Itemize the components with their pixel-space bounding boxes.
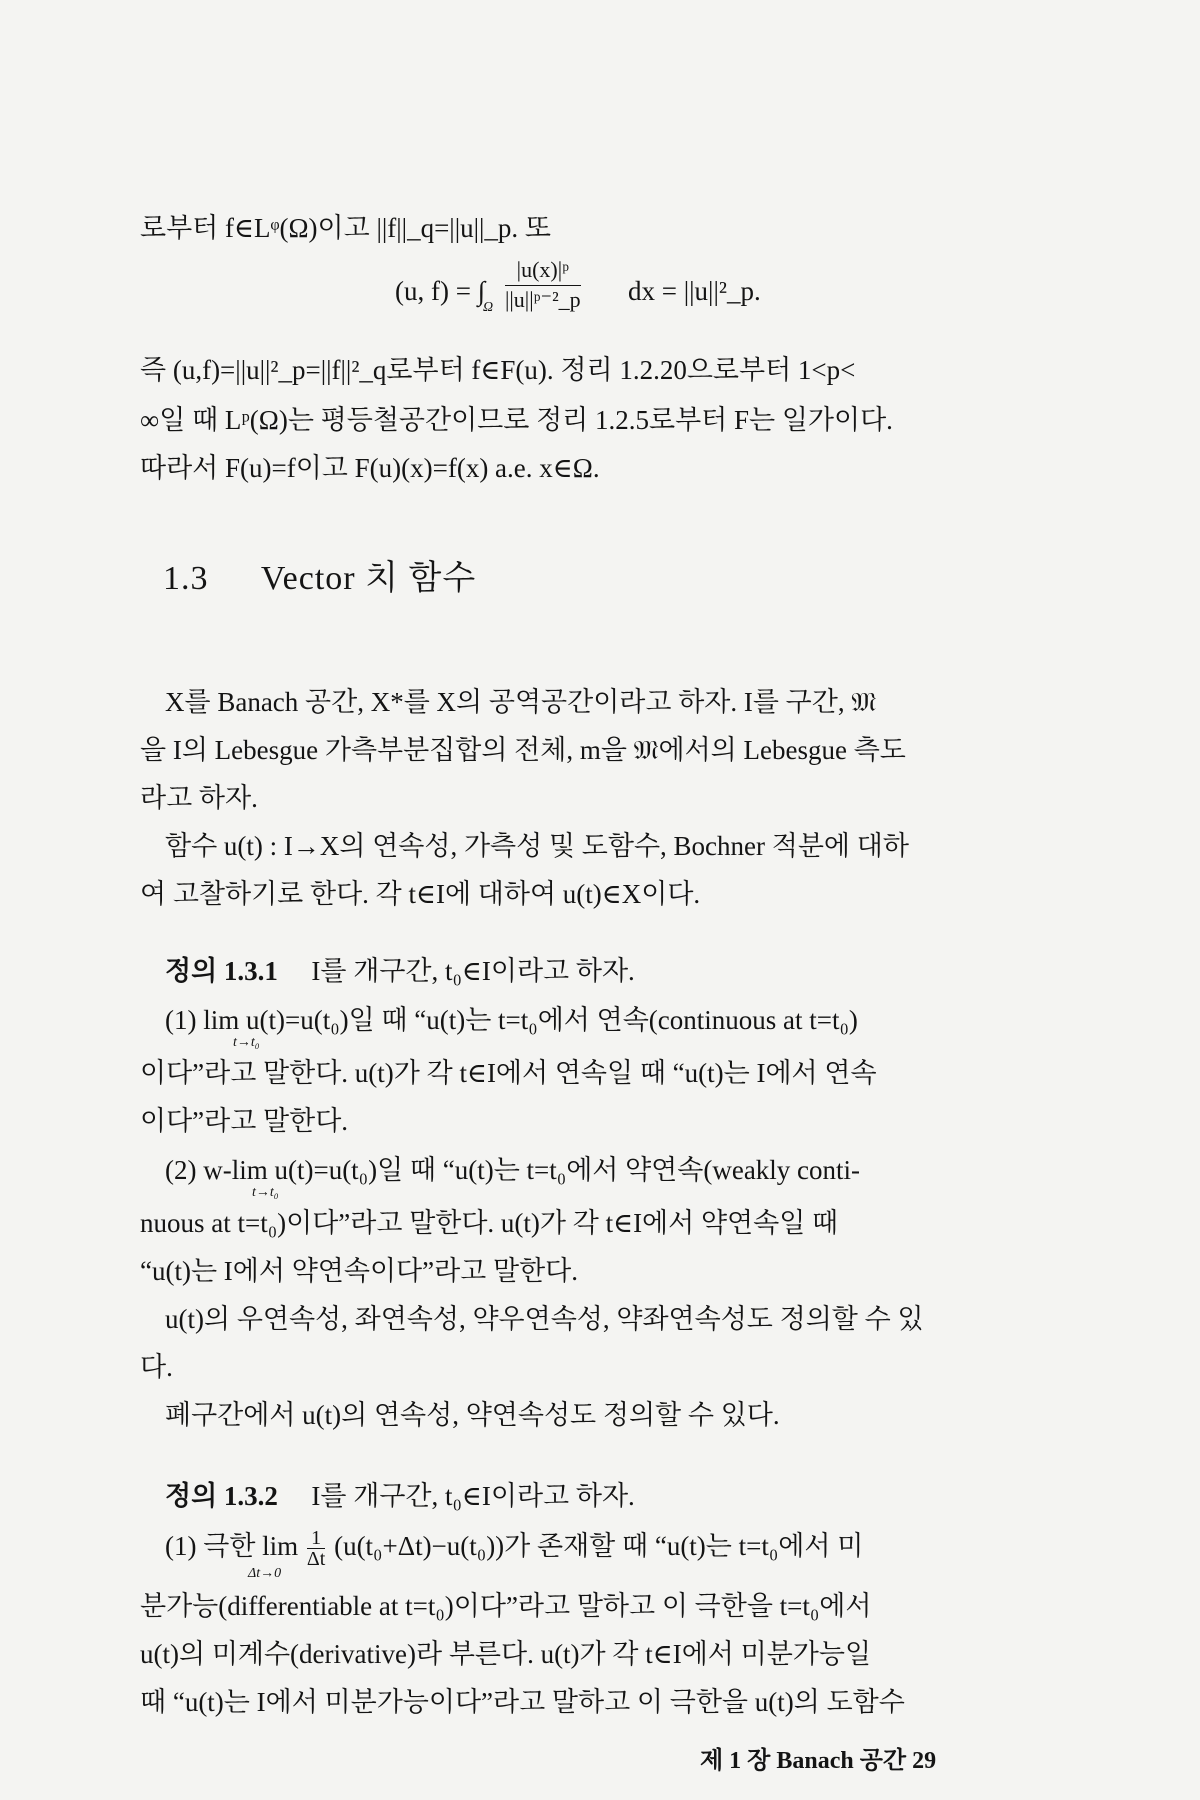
- section-title: Vector 치 함수: [260, 560, 477, 597]
- text-line: 따라서 F(u)=f이고 F(u)(x)=f(x) a.e. x∈Ω.: [140, 453, 600, 483]
- section-heading: [163, 550, 476, 599]
- fraction-numerator: 1: [307, 1528, 325, 1549]
- equation-denominator: ||u||ᵖ⁻²_p: [505, 287, 581, 312]
- text-line: ∞일 때 Lᵖ(Ω)는 평등철공간이므로 정리 1.2.5로부터 F는 일가이다.: [140, 405, 893, 435]
- equation-fraction: [505, 255, 581, 314]
- page-footer: 제 1 장 Banach 공간 29: [700, 1748, 937, 1774]
- text-line: 때 “u(t)는 I에서 미분가능이다”라고 말하고 이 극한을 u(t)의 도함수: [140, 1687, 905, 1717]
- equation-domain: Ω: [483, 300, 494, 315]
- equation-numerator: |u(x)|ᵖ: [505, 255, 581, 286]
- text-line: 이다”라고 말한다. u(t)가 각 t∈I에서 연속일 때 “u(t)는 I에서 연속: [140, 1058, 877, 1088]
- definition-heading: [165, 1478, 635, 1514]
- text-line: “u(t)는 I에서 약연속이다”라고 말한다.: [140, 1256, 579, 1286]
- definition-label: 정의 1.3.2: [165, 1481, 278, 1511]
- text-line: 로부터 f∈Lᵠ(Ω)이고 ||f||_q=||u||_p. 또: [140, 213, 552, 243]
- text-line: u(t)의 우연속성, 좌연속성, 약우연속성, 약좌연속성도 정의할 수 있: [165, 1304, 924, 1334]
- text-line: 폐구간에서 u(t)의 연속성, 약연속성도 정의할 수 있다.: [165, 1400, 780, 1430]
- definition-label: 정의 1.3.1: [165, 956, 278, 986]
- definition-intro: I를 개구간, t₀∈I이라고 하자.: [311, 956, 635, 986]
- fraction-denominator: Δt: [306, 1548, 326, 1571]
- text-line: 을 I의 Lebesgue 가측부분집합의 전체, m을 𝔐에서의 Lebesgue 측도: [140, 735, 906, 765]
- text-line: u(t)의 미계수(derivative)라 부른다. u(t)가 각 t∈I에서 미분가능일: [140, 1639, 872, 1669]
- text-line: 이다”라고 말한다.: [140, 1106, 349, 1136]
- limit-subscript: Δt→0: [248, 1566, 282, 1581]
- inline-fraction: [307, 1528, 325, 1569]
- text-line: (1) lim u(t)=u(t₀)일 때 “u(t)는 t=t₀에서 연속(continuous at t=t₀): [165, 1005, 858, 1035]
- section-number: 1.3: [163, 560, 209, 597]
- text-line: X를 Banach 공간, X*를 X의 공역공간이라고 하자. I를 구간, 𝔐: [165, 687, 877, 717]
- definition-heading: [165, 953, 635, 989]
- limit-text: (1) 극한 lim: [165, 1531, 299, 1561]
- text-line: 분가능(differentiable at t=t₀)이다”라고 말하고 이 극한을 t=t₀에서: [140, 1591, 872, 1621]
- limit-subscript: t→t₀: [252, 1185, 279, 1200]
- limit-expression: (u(t₀+Δt)−u(t₀))가 존재할 때 “u(t)는 t=t₀에서 미: [334, 1531, 864, 1561]
- text-line: nuous at t=t₀)이다”라고 말한다. u(t)가 각 t∈I에서 약연속일 때: [140, 1208, 839, 1238]
- text-line: 여 고찰하기로 한다. 각 t∈I에 대하여 u(t)∈X이다.: [140, 879, 701, 909]
- equation-rhs: dx = ||u||²_p.: [628, 276, 761, 306]
- text-line: (2) w-lim u(t)=u(t₀)일 때 “u(t)는 t=t₀에서 약연속(weakly conti-: [165, 1155, 861, 1185]
- definition-intro: I를 개구간, t₀∈I이라고 하자.: [311, 1481, 635, 1511]
- text-line: 즉 (u,f)=||u||²_p=||f||²_q로부터 f∈F(u). 정리 1.2.20으로부터 1<p<: [140, 355, 856, 385]
- text-line-with-fraction: [165, 1528, 863, 1569]
- equation-lhs: (u, f) = ∫: [395, 276, 486, 306]
- text-line: 라고 하자.: [140, 783, 258, 813]
- text-line: 다.: [140, 1352, 173, 1382]
- limit-subscript: t→t₀: [233, 1035, 260, 1050]
- text-line: 함수 u(t) : I→X의 연속성, 가측성 및 도함수, Bochner 적분에 대하: [165, 831, 909, 861]
